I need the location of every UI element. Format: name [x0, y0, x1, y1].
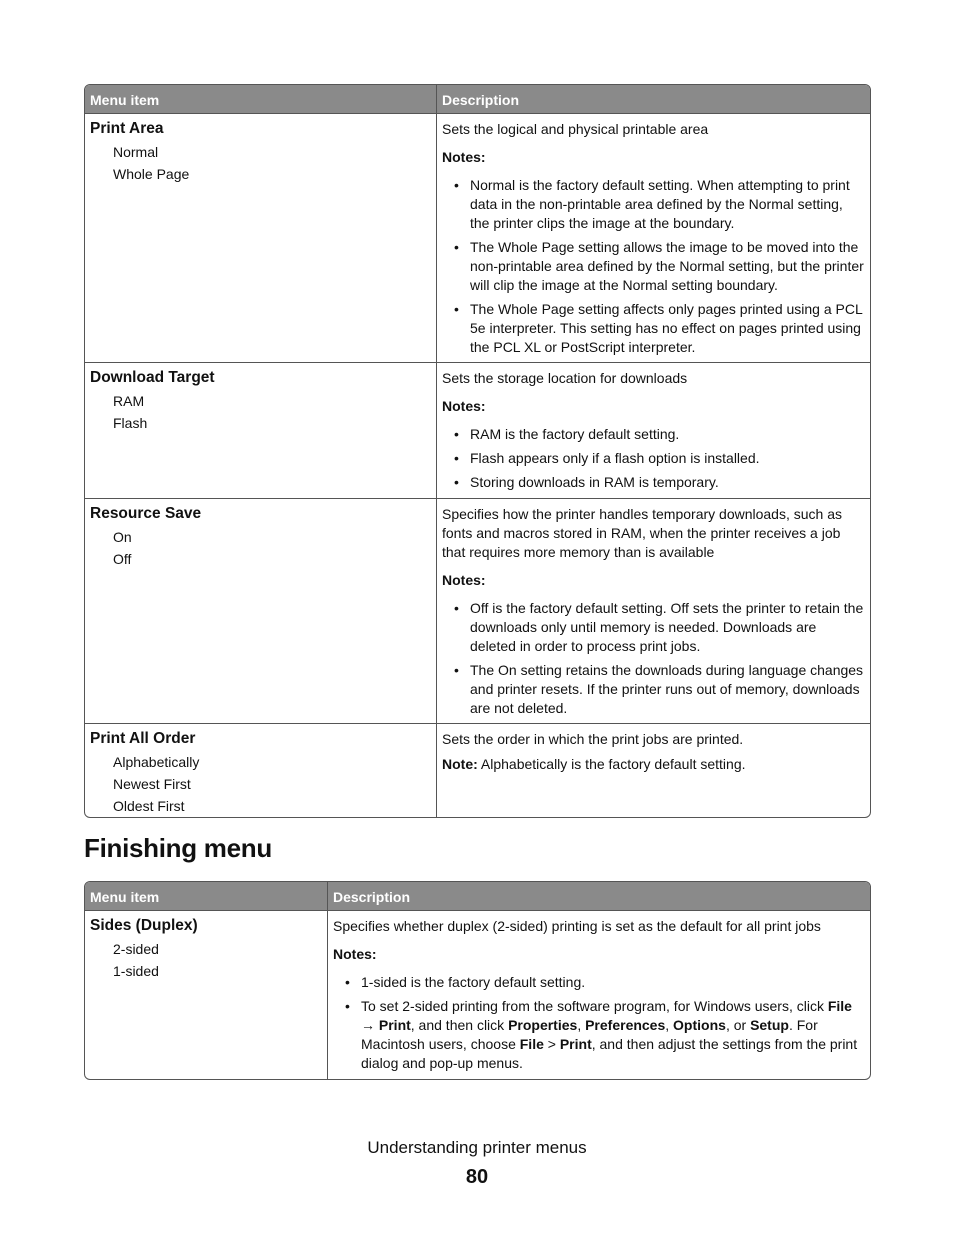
menu-path-preferences: Preferences — [585, 1017, 666, 1033]
menu-path-file: File — [519, 1036, 544, 1052]
description-cell — [437, 114, 870, 362]
menu-path-options: Options — [673, 1017, 726, 1033]
note-item — [333, 997, 865, 1073]
note-text: , — [665, 1017, 674, 1033]
note-line — [442, 755, 865, 774]
description-intro: Sets the logical and physical printable area — [442, 121, 709, 137]
description-cell — [437, 499, 870, 723]
menu-item-title: Print Area — [90, 120, 164, 137]
note-item: • Storing downloads in RAM is temporary. — [442, 473, 865, 492]
table-header — [85, 85, 870, 114]
table-row — [85, 911, 870, 1079]
menu-option: Alphabetically — [113, 754, 200, 770]
menu-item-title: Resource Save — [90, 505, 202, 522]
description-cell — [437, 724, 870, 817]
notes-list — [333, 973, 865, 1073]
note-item: • RAM is the factory default setting. — [442, 425, 865, 444]
description-intro: Sets the storage location for downloads — [442, 370, 688, 386]
header-description: Description — [333, 889, 411, 905]
arrow-icon: → — [361, 1017, 379, 1033]
table-row — [85, 724, 870, 817]
table-row — [85, 114, 870, 363]
menu-item-cell — [85, 724, 437, 817]
note-text: . For Macintosh users, choose — [361, 1017, 818, 1052]
note-item: • Normal is the factory default setting. When attempting to print data in the non-printable area defined by the Normal setting, the printer clips the image at the boundary. — [442, 176, 865, 233]
header-description: Description — [442, 92, 520, 108]
table-header — [85, 882, 870, 911]
note-text: , and then adjust the settings from the print dialog and pop-up menus. — [361, 1036, 858, 1071]
table-row — [85, 499, 870, 724]
note-item: • Off is the factory default setting. Off sets the printer to retain the downloads only until memory is needed. Downloads are deleted in order to process print jobs. — [442, 599, 865, 656]
note-text: , or — [725, 1017, 751, 1033]
menu-option: Whole Page — [113, 166, 190, 182]
description-cell — [437, 363, 870, 498]
footer-title: Understanding printer menus — [367, 1138, 587, 1157]
menu-path-file: File — [827, 998, 852, 1014]
description-intro: Specifies whether duplex (2-sided) printing is set as the default for all print jobs — [333, 918, 821, 934]
menu-item-cell — [85, 911, 328, 1079]
notes-list — [442, 176, 865, 357]
header-menu-item: Menu item — [85, 85, 437, 113]
note-item: • Flash appears only if a flash option is installed. — [442, 449, 865, 468]
menu-option: 1-sided — [113, 963, 159, 979]
menu-item-cell — [85, 114, 437, 362]
menu-path-setup: Setup — [750, 1017, 789, 1033]
menu-item-title: Download Target — [90, 369, 215, 386]
description-cell — [328, 911, 870, 1079]
notes-list — [442, 425, 865, 492]
menu-item-title: Print All Order — [90, 730, 196, 747]
description-intro: Specifies how the printer handles temporary downloads, such as fonts and macros stored in RAM, when the printer receives a job that requires more memory than is available — [442, 506, 842, 560]
description-intro: Sets the order in which the print jobs are printed. — [442, 731, 744, 747]
menu-option: 2-sided — [113, 941, 159, 957]
notes-list — [442, 599, 865, 718]
menu-item-cell — [85, 499, 437, 723]
note-item: • The Whole Page setting affects only pages printed using a PCL 5e interpreter. This setting has no effect on pages printed using the PCL XL or PostScript interpreter. — [442, 300, 865, 357]
menu-path-print: Print — [559, 1036, 592, 1052]
notes-label: Notes: — [442, 572, 486, 588]
menu-option: On — [113, 529, 132, 545]
notes-label: Notes: — [333, 946, 377, 962]
menu-option: Flash — [113, 415, 148, 431]
note-item: • The Whole Page setting allows the image to be moved into the non-printable area defined by the Normal setting, but the printer will clip the image at the Normal setting boundary. — [442, 238, 865, 295]
note-text: Alphabetically is the factory default setting. — [477, 756, 746, 772]
notes-label: Notes: — [442, 149, 486, 165]
menu-option: Oldest First — [113, 798, 185, 814]
menu-item-cell — [85, 363, 437, 498]
menu-path-print: Print — [378, 1017, 411, 1033]
note-text: , — [577, 1017, 586, 1033]
menu-option: Newest First — [113, 776, 191, 792]
menu-table-2 — [84, 881, 871, 1080]
menu-table-1 — [84, 84, 871, 818]
menu-item-title: Sides (Duplex) — [90, 917, 198, 934]
note-item: • 1-sided is the factory default setting. — [333, 973, 865, 992]
note-label: Note: — [442, 756, 478, 772]
page-number: 80 — [465, 1166, 489, 1188]
section-title: Finishing menu — [84, 833, 272, 863]
notes-label: Notes: — [442, 398, 486, 414]
header-menu-item: Menu item — [85, 882, 328, 910]
note-text: > — [543, 1036, 560, 1052]
menu-option: Off — [113, 551, 132, 567]
note-text: To set 2-sided printing from the software program, for Windows users, click — [361, 998, 828, 1014]
table-row — [85, 363, 870, 499]
note-text: , and then click — [410, 1017, 509, 1033]
note-item: • The On setting retains the downloads during language changes and printer resets. If the printer runs out of memory, downloads are not deleted. — [442, 661, 865, 718]
menu-path-properties: Properties — [508, 1017, 578, 1033]
menu-option: RAM — [113, 393, 145, 409]
menu-option: Normal — [113, 144, 159, 160]
